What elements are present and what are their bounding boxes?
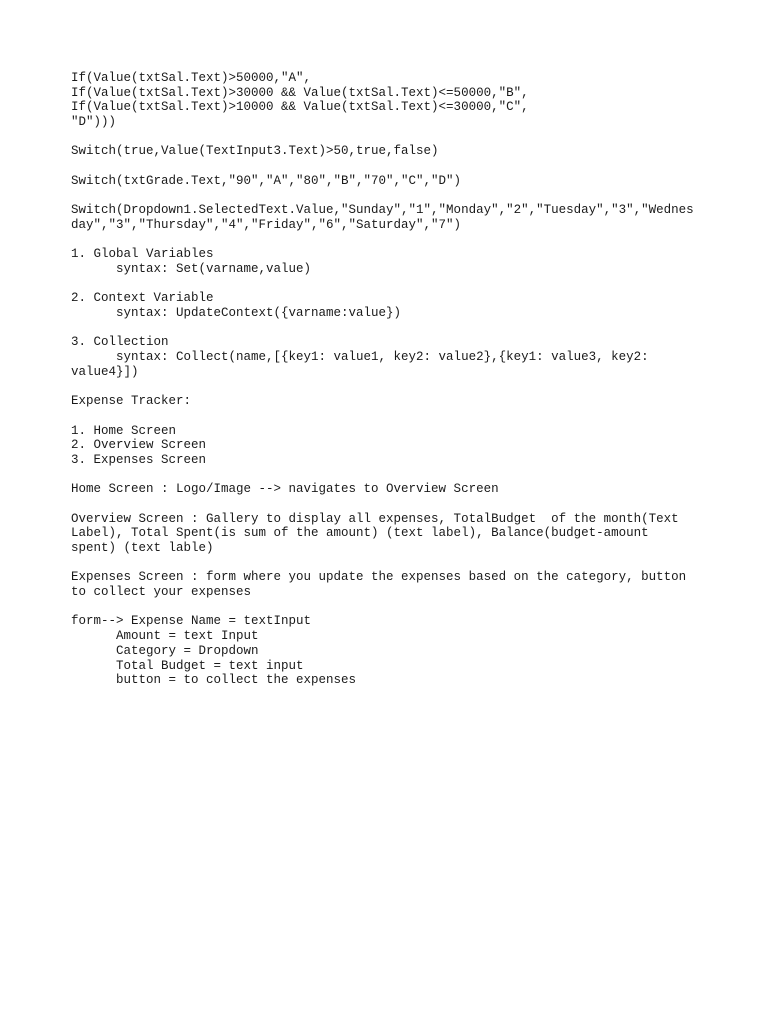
document-line [71, 233, 711, 248]
document-line: Overview Screen : Gallery to display all expenses, TotalBudget of the month(Text [71, 511, 679, 526]
document-line: If(Value(txtSal.Text)>10000 && Value(txtSal.Text)<=30000,"C", [71, 100, 529, 115]
document-line: If(Value(txtSal.Text)>30000 && Value(txtSal.Text)<=50000,"B", [71, 85, 529, 100]
document-line: Switch(txtGrade.Text,"90","A","80","B","70","C","D") [71, 173, 462, 188]
document-line [71, 321, 711, 336]
document-line: syntax: UpdateContext({varname:value}) [71, 306, 402, 320]
document-line: 2. Overview Screen [71, 438, 207, 453]
document-line [71, 468, 711, 483]
document-line [71, 130, 711, 145]
document-line: Total Budget = text input [71, 658, 304, 673]
document-line: 2. Context Variable [71, 291, 214, 306]
document-line: 3. Expenses Screen [71, 452, 207, 467]
document-line: Amount = text Input [71, 629, 259, 644]
document-line [71, 189, 711, 204]
document-line [71, 159, 711, 174]
document-line [71, 497, 711, 512]
document-line: day","3","Thursday","4","Friday","6","Saturday","7") [71, 217, 462, 232]
document-line: "D"))) [71, 115, 117, 130]
document-line: Category = Dropdown [71, 643, 259, 658]
document-line: button = to collect the expenses [71, 673, 357, 688]
document-line: spent) (text lable) [71, 541, 214, 555]
document-line: 1. Home Screen [71, 423, 177, 438]
document-line: syntax: Collect(name,[{key1: value1, key2: value2},{key1: value3, key2: [71, 350, 649, 365]
document-body [71, 71, 711, 688]
document-line: Switch(Dropdown1.SelectedText.Value,"Sunday","1","Monday","2","Tuesday","3","Wednes [71, 203, 694, 218]
document-line [71, 600, 711, 615]
document-line: Expense Tracker: [71, 394, 192, 409]
document-line: 1. Global Variables [71, 247, 214, 262]
document-line: Expenses Screen : form where you update the expenses based on the category, button [71, 570, 687, 585]
document-line [71, 556, 711, 571]
document-line: form--> Expense Name = textInput [71, 614, 312, 629]
document-line: syntax: Set(varname,value) [71, 261, 312, 276]
document-line: Label), Total Spent(is sum of the amount) (text label), Balance(budget-amount [71, 526, 649, 541]
document-line [71, 277, 711, 292]
document-line: to collect your expenses [71, 585, 252, 600]
document-line: Home Screen : Logo/Image --> navigates to Overview Screen [71, 482, 499, 497]
document-line [71, 379, 711, 394]
document-line: If(Value(txtSal.Text)>50000,"A", [71, 71, 312, 85]
document-line: Switch(true,Value(TextInput3.Text)>50,true,false) [71, 144, 439, 159]
document-line [71, 409, 711, 424]
document-line: 3. Collection [71, 335, 169, 350]
document-line: value4}]) [71, 364, 139, 379]
